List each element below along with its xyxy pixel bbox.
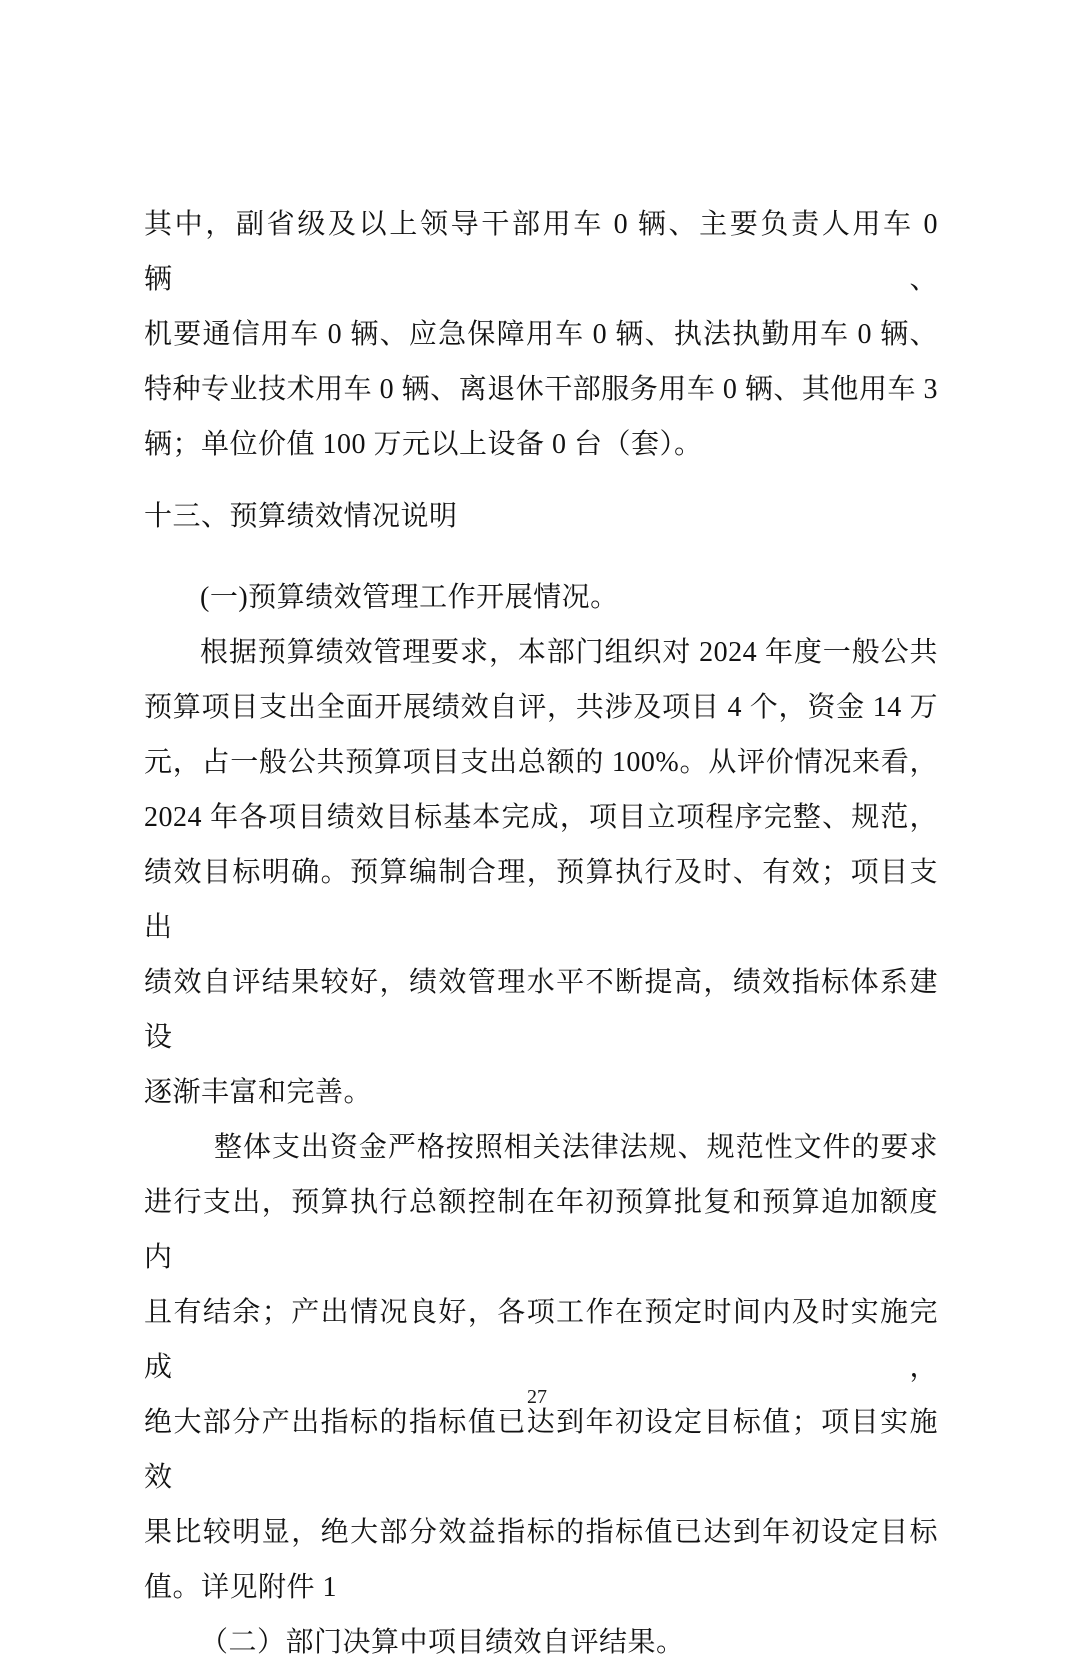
text-line: 辆；单位价值 100 万元以上设备 0 台（套）。 <box>144 429 703 460</box>
text-line: 机要通信用车 0 辆、应急保障用车 0 辆、执法执勤用车 0 辆、 <box>144 319 938 350</box>
section-heading: 十三、预算绩效情况说明 <box>144 501 458 532</box>
text-line: 绝大部分产出指标的指标值已达到年初设定目标值；项目实施效 <box>144 1407 938 1493</box>
text-line: 进行支出，预算执行总额控制在年初预算批复和预算追加额度内 <box>144 1187 938 1273</box>
text-line: 整体支出资金严格按照相关法律法规、规范性文件的要求 <box>214 1132 938 1163</box>
text-line: 预算项目支出全面开展绩效自评，共涉及项目 4 个，资金 14 万 <box>144 692 938 723</box>
text-line: 2024 年各项目绩效目标基本完成，项目立项程序完整、规范， <box>144 802 938 833</box>
text-line: 特种专业技术用车 0 辆、离退休干部服务用车 0 辆、其他用车 3 <box>144 374 938 405</box>
text-line: 其中，副省级及以上领导干部用车 0 辆、主要负责人用车 0 辆、 <box>144 209 938 295</box>
document-body <box>144 197 938 1670</box>
page-number: 27 <box>527 1386 547 1408</box>
text-line: 果比较明显，绝大部分效益指标的指标值已达到年初设定目标 <box>144 1517 938 1548</box>
sub-heading-1: (一)预算绩效管理工作开展情况。 <box>200 582 619 613</box>
text-line: 且有结余；产出情况良好，各项工作在预定时间内及时实施完成， <box>144 1297 938 1383</box>
text-line: 绩效目标明确。预算编制合理，预算执行及时、有效；项目支出 <box>144 857 938 943</box>
text-line: 值。详见附件 1 <box>144 1572 338 1603</box>
text-line: 绩效自评结果较好，绩效管理水平不断提高，绩效指标体系建设 <box>144 967 938 1053</box>
text-line: 元，占一般公共预算项目支出总额的 100%。从评价情况来看， <box>144 747 938 778</box>
sub-heading-2: （二）部门决算中项目绩效自评结果。 <box>200 1627 685 1658</box>
text-line: 逐渐丰富和完善。 <box>144 1077 373 1108</box>
text-line: 根据预算绩效管理要求，本部门组织对 2024 年度一般公共 <box>200 637 938 668</box>
